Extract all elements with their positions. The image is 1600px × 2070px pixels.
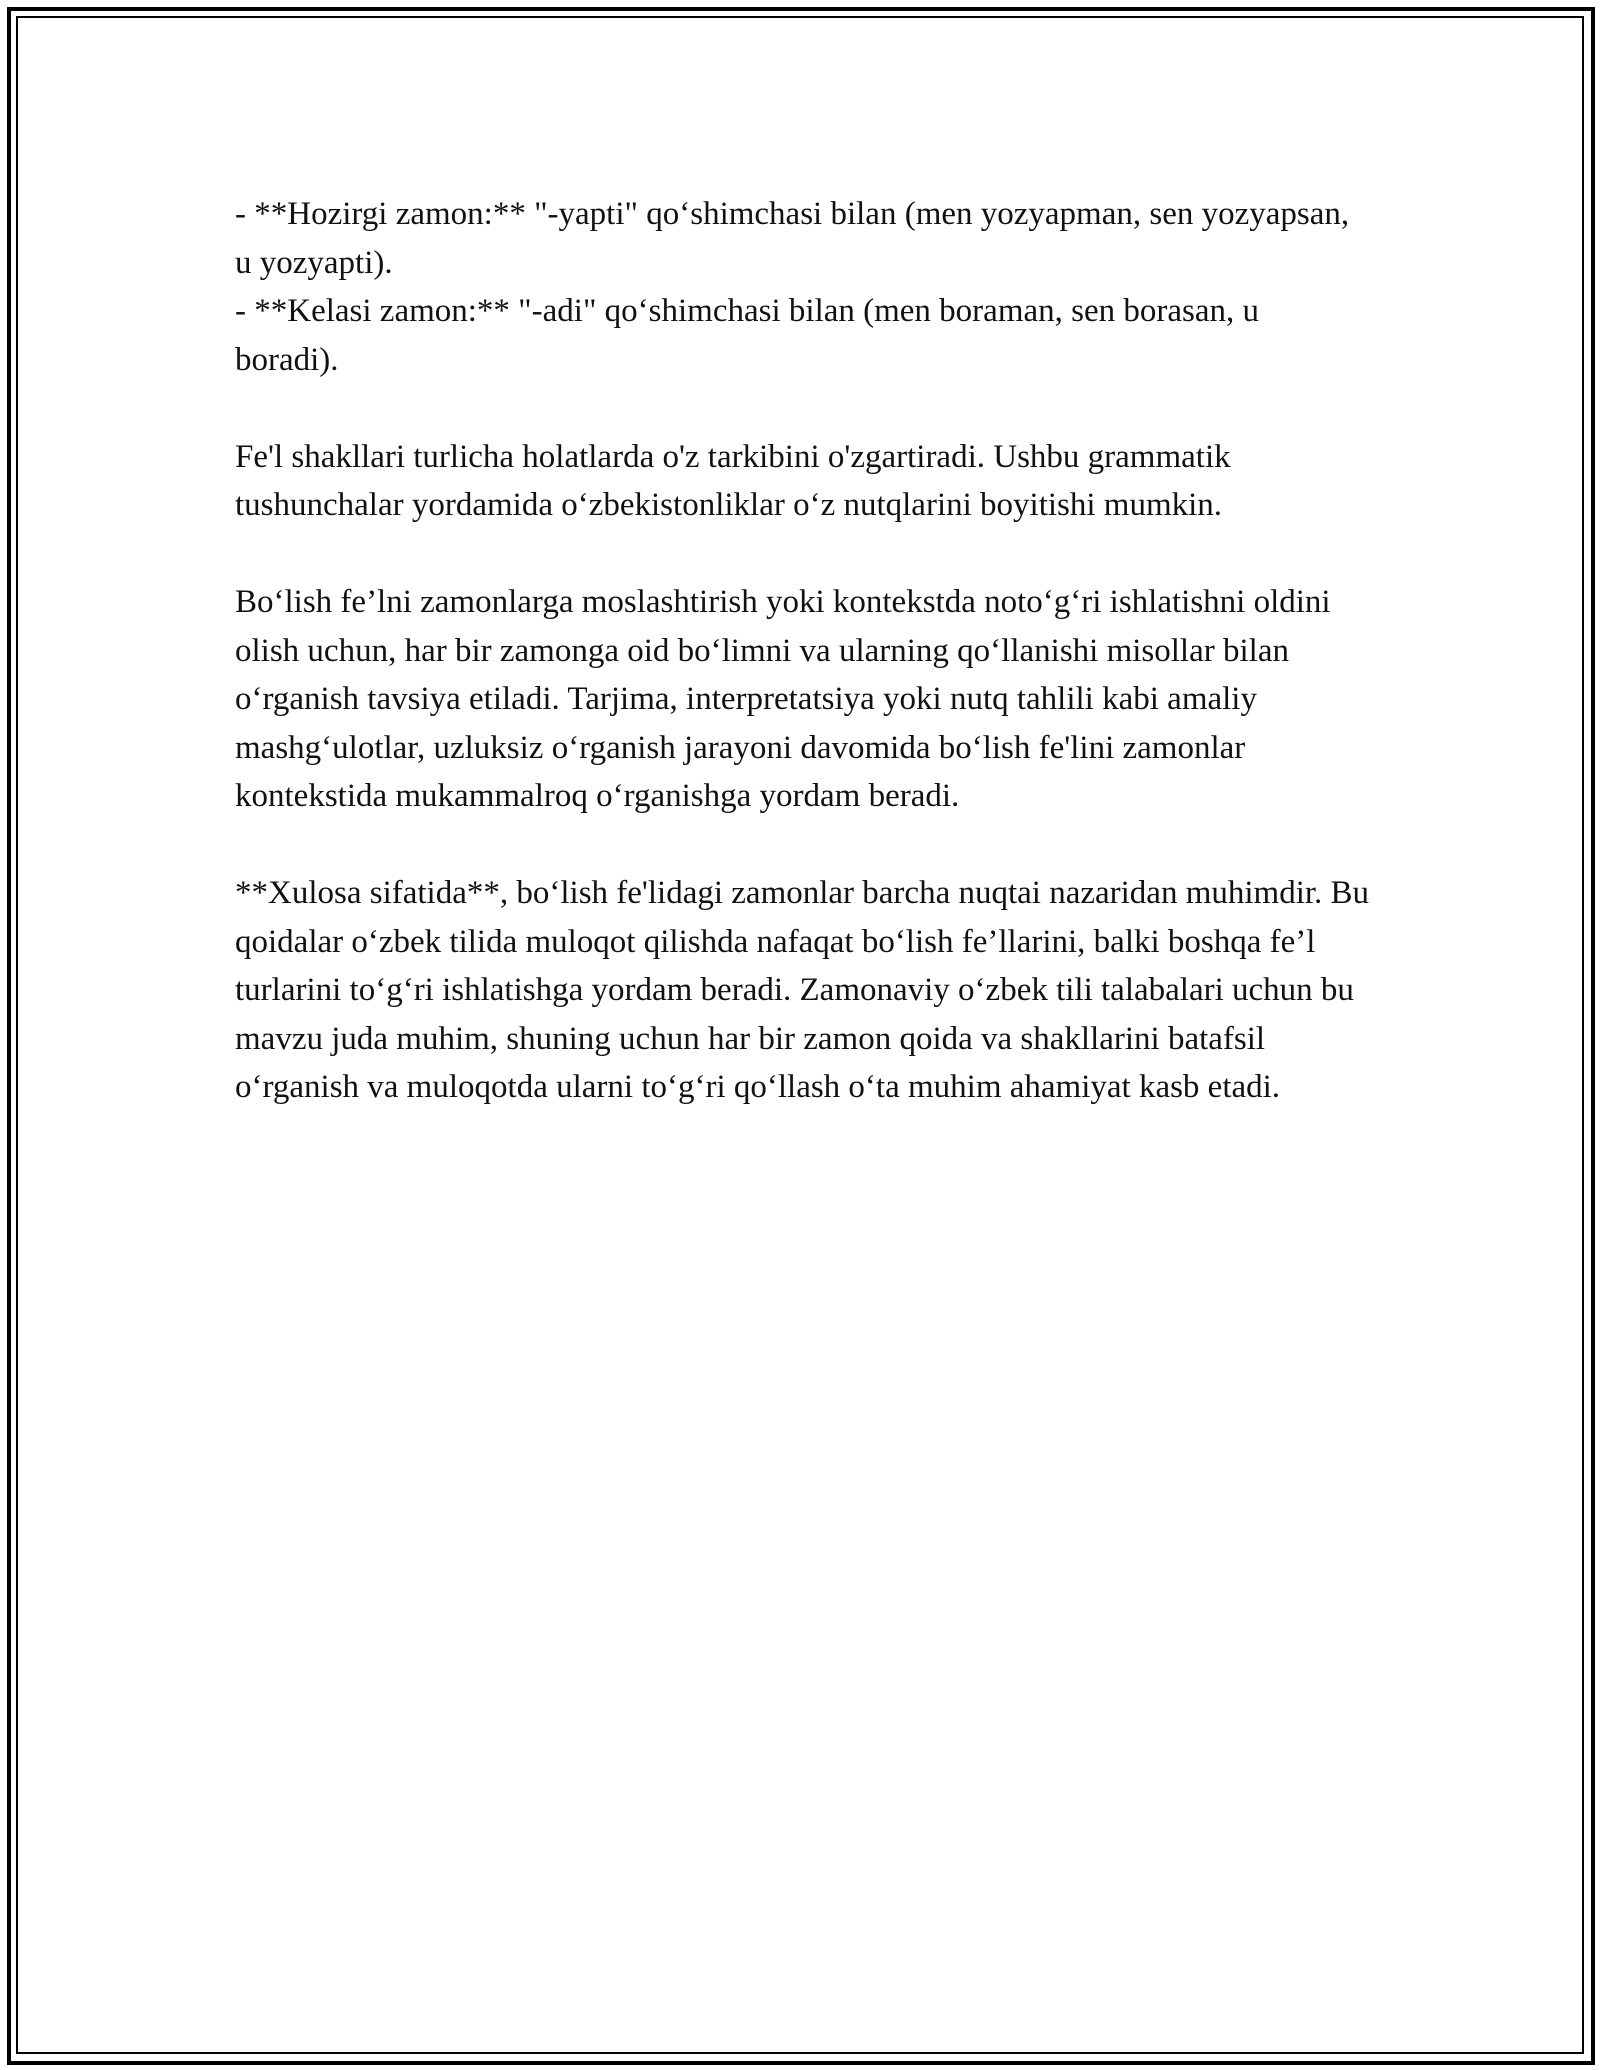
document-body (235, 190, 1370, 1160)
paragraph-conclusion: **Xulosa sifatida**, bo‘lish fe'lidagi zamonlar barcha nuqtai nazaridan muhimdir. Bu qoidalar o‘zbek tilida muloqot qilishda nafaqat bo‘lish fe’llarini, balki boshqa fe’l turlarini to‘g‘ri ishlatishga yordam beradi. Zamonaviy o‘zbek tili talabalari uchun bu mavzu juda muhim, shuning uchun har bir zamon qoida va shakllarini batafsil o‘rganish va muloqotda ularni to‘g‘ri qo‘llash o‘ta muhim ahamiyat kasb etadi. (235, 875, 1370, 1105)
paragraph-verb-forms: Fe'l shakllari turlicha holatlarda o'z tarkibini o'zgartiradi. Ushbu grammatik tushunchalar yordamida o‘zbekistonliklar o‘z nutqlarini boyitishi mumkin. (235, 438, 1231, 523)
list-item-future-tense: - **Kelasi zamon:** "-adi" qo‘shimchasi bilan (men boraman, sen borasan, u boradi). (235, 293, 1259, 378)
list-item-present-tense: - **Hozirgi zamon:** "-yapti" qo‘shimchasi bilan (men yozyapman, sen yozyapsan, u yozyapti). (235, 196, 1350, 281)
paragraph-recommendation: Bo‘lish fe’lni zamonlarga moslashtirish yoki kontekstda noto‘g‘ri ishlatishni oldini olish uchun, har bir zamonga oid bo‘limni va ularning qo‘llanishi misollar bilan o‘rganish tavsiya etiladi. Tarjima, interpretatsiya yoki nutq tahlili kabi amaliy mashg‘ulotlar, uzluksiz o‘rganish jarayoni davomida bo‘lish fe'lini zamonlar kontekstida mukammalroq o‘rganishga yordam beradi. (235, 584, 1331, 814)
